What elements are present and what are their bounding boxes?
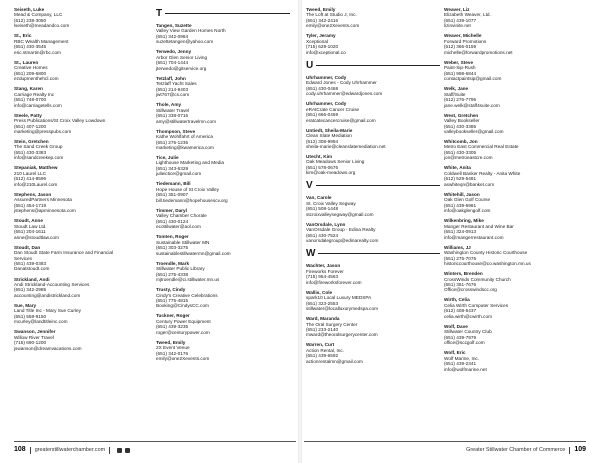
member-detail: (715) 954-4563 [306, 274, 339, 280]
member-detail: Staff/Suite [444, 91, 466, 97]
member-email[interactable]: mjtroendle@ci.stillwater.mn.us [156, 277, 220, 283]
member-detail: The Sand Creek Group [14, 144, 63, 150]
member-email[interactable]: marketing@presspubs.com [14, 128, 72, 134]
member-detail: Manger Restaurant and Wine Bar [444, 223, 514, 229]
member-name: Tiedemann, Bill [156, 181, 191, 187]
member-detail: (651) 439-1077 [444, 17, 477, 23]
member-name: Tyler, Jeramy [306, 33, 336, 39]
footer-separator [109, 447, 110, 454]
member-name: St., Eric [14, 33, 32, 39]
footer-separator [30, 447, 31, 454]
member-detail: VanOrsdale Group - Edina Realty [306, 227, 376, 233]
member-email[interactable]: cody.uhrhammer@edwardjones.com [306, 91, 383, 97]
member-email[interactable]: sustainablestillwatermn@gmail.com [156, 250, 231, 256]
member-detail: (612) 366-0159 [444, 44, 477, 50]
member-email[interactable]: stillwater@localluxurymedspa.com [306, 306, 378, 312]
member-detail: (651) 351-0907 [156, 192, 189, 198]
member-detail: (651) 275-4338 [156, 271, 189, 277]
directory-entry [444, 350, 578, 372]
directory-entry [444, 218, 578, 240]
member-detail: (651) 324-0913 [444, 229, 477, 235]
member-name: Swanson, Jennifer [14, 329, 56, 335]
member-detail: (651) 430-3305 [444, 149, 477, 155]
member-detail: Services [14, 255, 32, 261]
member-detail: Stoudt Law Ltd. [14, 223, 47, 229]
directory-entry [444, 165, 578, 187]
directory-entry [156, 287, 290, 309]
member-name: Stepaniak, Matthew [14, 165, 58, 171]
member-name: Stang, Karen [14, 86, 43, 92]
member-detail: Forward Promotions [444, 38, 487, 44]
member-detail: Paint-Sip-Rush [444, 65, 476, 71]
member-detail: Metro East Commercial Real Estate [444, 144, 519, 150]
member-detail: Press Publications/St Croix Valley Lowdown [14, 118, 106, 124]
member-name: Wallis, Cole [306, 289, 333, 295]
member-email[interactable]: mward@theoralsurgerycenter.com [306, 332, 378, 338]
section-letter [306, 248, 440, 259]
member-detail: (651) 338-0716 [156, 113, 189, 119]
member-detail: (651) 430-7524 [306, 232, 339, 238]
member-name: Tice, Julie [156, 155, 179, 161]
directory-column-3 [306, 7, 440, 369]
member-detail: (651) 454-1719 [14, 202, 47, 208]
member-detail: (651) 558-9150 [14, 313, 47, 319]
member-detail: St. Croix Valley Segway [306, 200, 356, 206]
member-email[interactable]: info@wolfmarine.net [444, 366, 487, 372]
member-name: Ward, Maranda [306, 316, 340, 322]
directory-entry [14, 277, 148, 299]
member-name: Van, Carole [306, 195, 332, 201]
member-email[interactable]: info@fireworksforever.com [306, 279, 362, 285]
directory-entry [156, 208, 290, 230]
directory-entry [156, 76, 290, 98]
member-detail: (651) 303-3275 [156, 245, 189, 251]
member-name: Stoudt, Anne [14, 218, 43, 224]
member-detail: (651) 214-9403 [156, 86, 189, 92]
member-detail: Valley View Garden Homes North [156, 28, 226, 34]
member-detail: (651) 407-1200 [14, 123, 47, 129]
member-detail: Wolf Marine, Inc. [444, 355, 480, 361]
member-detail: Mead & Company, LLC [14, 12, 63, 18]
member-name: Seiseth, Luke [14, 7, 45, 12]
member-name: Wilkenbring, Mike [444, 218, 484, 224]
member-detail: Century Power Equipment [156, 318, 211, 324]
member-name: White, Anita [444, 165, 471, 171]
directory-entry [156, 23, 290, 45]
member-detail: Oak Meadows Senior Living [306, 159, 365, 165]
footer-right [466, 446, 586, 454]
member-email[interactable]: anne@stoudtlaw.com [14, 234, 59, 240]
member-detail: (651) 209-6800 [14, 70, 47, 76]
member-detail: (651) 439-2341 [444, 361, 477, 367]
member-detail: Creative Homes [14, 65, 48, 71]
directory-entry [444, 192, 578, 214]
footer-divider-right [304, 441, 586, 442]
directory-entry [444, 60, 578, 82]
member-detail: RBC Wealth Management [14, 38, 69, 44]
member-detail: (651) 343-6329 [156, 165, 189, 171]
directory-entry [306, 75, 440, 97]
member-email[interactable]: mcurley@landtitleinc.com [14, 319, 68, 325]
member-detail: Willow River Travel [14, 334, 54, 340]
directory-entry [14, 303, 148, 325]
member-name: Wirth, Celia [444, 297, 470, 303]
member-detail: 210 Laurel LLC [14, 170, 47, 176]
member-detail: (651) 998-6844 [444, 70, 477, 76]
section-letter-label: T [156, 8, 163, 19]
member-detail: Coldwell Banker Realty - Anita White [444, 170, 521, 176]
member-email[interactable]: accounting@andistrickland.com [14, 292, 81, 298]
member-detail: Xceptional [306, 38, 328, 44]
directory-entry [306, 316, 440, 338]
member-detail: (651) 204-1611 [14, 229, 46, 235]
member-email[interactable]: amy@stillwatertravelmn.com [156, 118, 216, 124]
section-letter-label: V [306, 180, 313, 192]
member-email[interactable]: actionrentalmn@gmail.com [306, 358, 363, 364]
member-email[interactable]: julieictice@gmail.com [156, 171, 202, 177]
member-detail: (651) 666-0469 [306, 112, 339, 118]
member-email[interactable]: jswanson@dreamvacations.com [14, 345, 82, 351]
footer-divider-left [14, 441, 296, 442]
member-detail: (715) 690-1200 [14, 340, 47, 346]
directory-entry [444, 297, 578, 319]
member-email[interactable]: info@sandcreekep.com [14, 155, 64, 161]
member-email[interactable]: jwt767@cs.com [156, 92, 190, 98]
member-email[interactable]: michelle@forwardpromotions.net [444, 49, 513, 55]
member-detail: (612) 529-5481 [444, 176, 477, 182]
directory-entry [306, 128, 440, 150]
directory-entry [306, 342, 440, 364]
member-email[interactable]: historiccourthouse@co.washington.mn.us [444, 261, 531, 267]
directory-entry [306, 195, 440, 217]
directory-entry [444, 86, 578, 108]
directory-entry [156, 49, 290, 71]
footer-publication-title: Greater Stillwater Chamber of Commerce [466, 447, 566, 453]
member-detail: (651) 430-3545 [14, 44, 47, 50]
member-detail: Andi Strickland-Accounting Services [14, 281, 90, 287]
member-email[interactable]: aswhiteqn@banket.com [444, 181, 495, 187]
member-email[interactable]: suzettetangen@yahoo.com [156, 39, 214, 45]
directory-entry [14, 329, 148, 351]
directory-entry [156, 261, 290, 283]
member-email[interactable]: sheila-marie@cleanslatemediation.net [306, 143, 386, 149]
member-detail: (612) 308-9994 [306, 138, 339, 144]
member-name: Uhrhammer, Cody [306, 101, 347, 107]
directory-entry [306, 154, 440, 176]
member-name: Sue, Mary [14, 302, 37, 308]
member-detail: Valley Chamber Chorale [156, 213, 207, 219]
member-detail: Elizabeth Weaver, Ltd. [444, 12, 491, 18]
directory-entry [14, 113, 148, 135]
member-name: Strickland, Andi [14, 276, 50, 282]
member-detail: Clean Slate Mediation [306, 133, 352, 139]
section-divider [165, 13, 290, 14]
twitter-icon[interactable] [125, 448, 130, 453]
member-name: Terwedo, Jenny [156, 49, 192, 55]
member-name: Stoudt, Dan [14, 244, 41, 250]
directory-entry [156, 234, 290, 256]
directory-entry [444, 139, 578, 161]
member-detail: (651) 430-3385 [444, 123, 477, 129]
member-detail: The Loft at Studio J, Inc. [306, 12, 357, 18]
member-detail: (651) 323-2553 [306, 300, 339, 306]
member-detail: (651) 275-1236 [156, 139, 189, 145]
member-detail: (612) 238-3050 [14, 17, 47, 23]
directory-entry [444, 33, 578, 55]
member-detail: (715) 629-1020 [306, 44, 339, 50]
member-email[interactable]: jstephens@apminnesota.com [14, 208, 76, 214]
member-detail: (651) 508-1448 [306, 206, 339, 212]
member-name: Weaver, Liz [444, 7, 470, 12]
member-detail: (651) 342-0176 [156, 350, 189, 356]
member-detail: (651) 439-0383 [14, 261, 47, 267]
member-detail: (651) 275-7075 [444, 255, 477, 261]
member-name: Tweed, Emily [156, 339, 186, 345]
section-letter [306, 60, 440, 71]
member-name: Winters, Brenden [444, 271, 483, 277]
directory-entry [444, 245, 578, 267]
member-detail: (651) 439-7979 [444, 334, 477, 340]
member-detail: (651) 430-0468 [306, 85, 339, 91]
member-email[interactable]: emily@one2Xevents.com [306, 23, 360, 29]
directory-entry [156, 340, 290, 362]
directory-entry [14, 139, 148, 161]
directory-entry [306, 101, 440, 123]
member-detail: Kathe Wohlfahrt of America [156, 134, 213, 140]
directory-entry [14, 218, 148, 240]
member-email[interactable]: contactpaintsip@gmail.com [444, 76, 502, 82]
directory-entry [14, 86, 148, 108]
member-email[interactable]: celia.wirth@cwirth.com [444, 313, 492, 319]
member-name: VanOrsdale, Lynn [306, 221, 346, 227]
member-email[interactable]: office@sccgolf.com [444, 340, 485, 346]
member-email[interactable]: roger@centurypower.com [156, 329, 210, 335]
member-detail: (651) 704-1444 [156, 60, 189, 66]
member-name: Trusty, Cindy [156, 287, 186, 293]
member-email[interactable]: jane.welk@staff4suite.com [444, 102, 500, 108]
member-name: Tetzlaff, John [156, 75, 186, 81]
member-email[interactable]: Booking@CindysCC.com [156, 303, 209, 309]
page-number-right: 109 [574, 446, 586, 453]
member-name: Untiedt, Sheila-Marie [306, 127, 353, 133]
member-detail: (651) 439-6981 [444, 202, 477, 208]
member-name: West, Gretchen [444, 112, 479, 118]
member-email[interactable]: jterwedo@gitservice.org [156, 65, 207, 71]
facebook-icon[interactable] [117, 448, 122, 453]
member-email[interactable]: info@carriagetells.com [14, 102, 62, 108]
member-name: Stephens, Jason [14, 191, 52, 197]
member-detail: Tetzlaff Yacht Sales [156, 81, 197, 87]
footer-left [14, 446, 130, 454]
member-detail: Celia Wirth Computer Services [444, 302, 509, 308]
directory-column-2 [156, 7, 290, 366]
directory-entry [306, 290, 440, 312]
member-email[interactable]: stcroixvalleysegway@gmail.com [306, 211, 374, 217]
member-detail: Hope House of St Croix Valley [156, 186, 219, 192]
member-detail: Stillwater Travel [156, 107, 190, 113]
member-name: Whitcomb, Jon [444, 139, 478, 145]
member-email[interactable]: info@oakglengolf.com [444, 208, 491, 214]
section-letter-label: U [306, 59, 314, 71]
member-detail: (651) 775-4815 [156, 297, 189, 303]
footer-separator [569, 447, 570, 454]
directory-column-2-entries [156, 23, 290, 362]
member-detail: (651) 342-2985 [14, 287, 47, 293]
directory-entry [306, 222, 440, 244]
member-email[interactable]: vanorsdalegroup@edinarealty.com [306, 238, 379, 244]
member-detail: (612) 276-7796 [444, 97, 477, 103]
member-detail: Dan Stoudt State Farm Insurance and Financial [14, 250, 114, 256]
member-email[interactable]: jon@metroeastcre.com [444, 155, 493, 161]
member-name: Troendle, Mark [156, 260, 190, 266]
member-email[interactable]: emily@one2Xevents.com [156, 356, 210, 362]
directory-entry [306, 263, 440, 285]
member-detail: (651) 578-0676 [306, 164, 339, 170]
directory-entry [156, 155, 290, 177]
member-detail: Lighthouse Marketing and Media [156, 160, 225, 166]
member-email[interactable]: info@xceptional.co [306, 49, 346, 55]
member-detail: Valley Bookseller [444, 118, 480, 124]
member-detail: (651) 439-3235 [156, 324, 189, 330]
member-name: Steele, Patty [14, 112, 42, 118]
member-name: Wachter, Jason [306, 263, 341, 269]
member-email[interactable]: lizinvinite.net [444, 23, 471, 29]
member-detail: (651) 351-7676 [444, 281, 477, 287]
member-detail: Land Title Inc - Mary Sue Curley [14, 308, 81, 314]
directory-entry [444, 271, 578, 293]
member-name: St., Lauren [14, 59, 39, 65]
member-name: Williams, JJ [444, 244, 471, 250]
member-name: Wolf, Eric [444, 350, 466, 356]
member-email[interactable]: marketing@kwamerica.com [156, 144, 214, 150]
directory-column-4 [444, 7, 578, 377]
member-detail: Washington County Historic Courthouse [444, 250, 528, 256]
member-email[interactable]: bill.tiedemann@hopehousescv.org [156, 197, 228, 203]
directory-entry [444, 113, 578, 135]
member-email[interactable]: ecottilwater@aol.com [156, 224, 201, 230]
directory-entry [156, 129, 290, 151]
member-email[interactable]: info@210Laurel.com [14, 181, 58, 187]
member-email[interactable]: kim@oak-meadows.org [306, 170, 356, 176]
member-name: Timmer, Daryl [156, 207, 187, 213]
member-name: Thompson, Steve [156, 128, 196, 134]
member-detail: The Oral Surgery Center [306, 321, 358, 327]
member-detail: Carriage Realty Inc [14, 91, 55, 97]
directory-entry [156, 181, 290, 203]
directory-entry [14, 192, 148, 214]
member-name: Wolf, Dave [444, 323, 468, 329]
member-email[interactable]: valleybookseller@gmail.com [444, 128, 504, 134]
section-letter-label: W [306, 248, 316, 260]
member-email[interactable]: ezdupmenthehcl.com [14, 76, 59, 82]
section-divider [316, 65, 440, 66]
directory-entry [306, 33, 440, 55]
member-detail: Sustainable Stillwater MN [156, 239, 210, 245]
member-detail: Stillwater Country Club [444, 329, 492, 335]
member-detail: (651) 342-2416 [306, 17, 339, 23]
member-detail: Arbor Glen Senior Living [156, 54, 208, 60]
member-detail: AssuredPartners Minnesota [14, 197, 72, 203]
member-name: Tweed, Emily [306, 7, 336, 12]
member-detail: (651) 748-0700 [14, 97, 47, 103]
directory-column-1 [14, 7, 148, 356]
page-number-left: 108 [14, 446, 26, 453]
member-detail: (612) 408-5437 [444, 308, 477, 314]
member-email[interactable]: info@mangerrestaurant.com [444, 234, 504, 240]
member-email[interactable]: eratcatecancercruise@gmail.com [306, 117, 376, 123]
member-detail: (651) 439-6592 [306, 353, 339, 359]
member-detail: Fireworks Forever [306, 268, 344, 274]
member-detail: (651) 342-0984 [156, 33, 189, 39]
directory-entry [306, 7, 440, 29]
member-detail: Stillwater Public Library [156, 266, 205, 272]
member-name: Tangen, Suzette [156, 23, 192, 28]
member-name: Welk, Jane [444, 86, 469, 92]
member-detail: (612) 414-8596 [14, 176, 47, 182]
member-detail: (651) 233-2140 [306, 326, 339, 332]
member-detail: spark10 Local Luxury MEDSPA [306, 295, 372, 301]
member-name: Uhrhammer, Cody [306, 74, 347, 80]
directory-entry [444, 324, 578, 346]
member-email[interactable]: eric.stmartin@rbc.com [14, 49, 61, 55]
member-name: Whitehill, Jason [444, 191, 480, 197]
section-divider [318, 253, 440, 254]
member-detail: Oak Glen Golf Course [444, 197, 491, 203]
member-email[interactable]: Office@crosswindscc.org [444, 287, 497, 293]
directory-entry [14, 33, 148, 55]
member-name: Weaver, Michelle [444, 33, 482, 39]
member-detail: (651) 430-3383 [14, 149, 47, 155]
directory-entry [156, 102, 290, 124]
member-name: Weber, Steve [444, 59, 474, 65]
section-divider [316, 185, 440, 186]
directory-entry [444, 7, 578, 29]
member-detail: (651) 430-0124 [156, 218, 189, 224]
page-gutter [298, 0, 302, 463]
member-name: Utecht, Kim [306, 154, 333, 160]
member-name: Tomten, Roger [156, 234, 189, 240]
directory-entry [14, 165, 148, 187]
member-name: Tuckner, Roger [156, 313, 190, 319]
member-email[interactable]: Danatstoudt.com [14, 266, 50, 272]
member-detail: Cindy's Creative Celebrations [156, 292, 218, 298]
member-detail: eRAtCrate Cancer Cruise [306, 106, 360, 112]
section-letter [306, 180, 440, 191]
directory-entry [14, 60, 148, 82]
member-detail: Edward Jones - Cody Uhrhammer [306, 80, 377, 86]
member-email[interactable]: lseiseth@meadandco.com [14, 23, 70, 29]
section-letter-t [156, 8, 290, 19]
directory-entry [156, 313, 290, 335]
footer-website-link[interactable]: greaterstillwaterchamber.com [34, 447, 106, 453]
directory-entry [14, 7, 148, 29]
directory-entry [14, 245, 148, 272]
member-detail: CrossWinds Community Church [444, 276, 511, 282]
member-detail: 2X Event Venue [156, 345, 190, 351]
member-name: Warren, Curt [306, 342, 335, 348]
member-name: Stein, Gretchen [14, 139, 49, 145]
member-detail: Action Rental, Inc. [306, 347, 345, 353]
member-name: Thole, Amy [156, 102, 182, 108]
